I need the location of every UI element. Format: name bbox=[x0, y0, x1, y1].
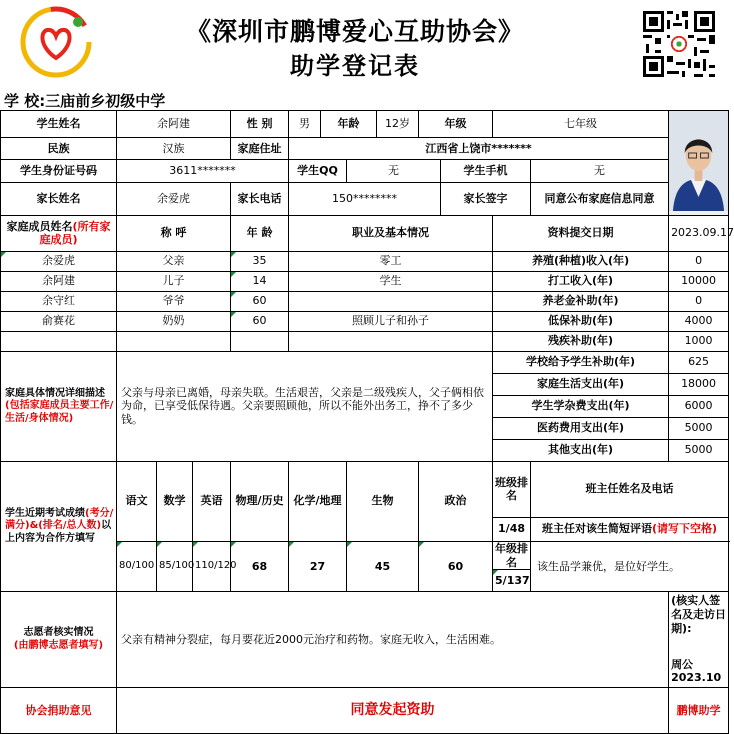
id-number-value: 3611******* bbox=[117, 160, 289, 183]
student-phone-label: 学生手机 bbox=[441, 160, 531, 183]
score-value: 60 bbox=[419, 541, 493, 592]
finance-label: 打工收入(年) bbox=[493, 271, 669, 291]
finance-label: 学校给予学生补助(年) bbox=[493, 351, 669, 373]
member-age: 60 bbox=[231, 291, 289, 311]
association-logo-icon bbox=[20, 6, 92, 78]
member-job: 照顾儿子和孙子 bbox=[289, 311, 493, 331]
subject-header: 英语 bbox=[193, 461, 231, 541]
address-value: 江西省上饶市******* bbox=[289, 137, 669, 160]
address-label: 家庭住址 bbox=[231, 137, 289, 160]
registration-form bbox=[0, 110, 734, 734]
family-age-header: 年 龄 bbox=[231, 215, 289, 251]
qq-label: 学生QQ bbox=[289, 160, 347, 183]
score-value: 85/100 bbox=[157, 541, 193, 592]
age-label: 年龄 bbox=[321, 111, 377, 138]
comment-label: 班主任对该生简短评语(请写下空格) bbox=[531, 517, 729, 541]
finance-value: 4000 bbox=[669, 311, 729, 331]
situation-text: 父亲与母亲已离婚，母亲失联。生活艰苦，父亲是二级残疾人，父子俩相依为命，已享受低保待遇。父亲要照顾他，所以不能外出务工，挣不了多少钱。 bbox=[117, 351, 493, 461]
grade-rank-label: 年级排名 bbox=[493, 541, 531, 570]
parent-sign-label: 家长签字 bbox=[441, 182, 531, 215]
parent-phone-label: 家长电话 bbox=[231, 182, 289, 215]
finance-value: 5000 bbox=[669, 439, 729, 461]
verifier-value: 周公 2023.10 bbox=[671, 657, 722, 685]
volunteer-label: 志愿者核实情况 (由鹏博志愿者填写) bbox=[1, 592, 117, 688]
parent-phone-value: 150******** bbox=[289, 182, 441, 215]
finance-label: 家庭生活支出(年) bbox=[493, 373, 669, 395]
subject-header: 语文 bbox=[117, 461, 157, 541]
teacher-comment: 该生品学兼优，是位好学生。 bbox=[531, 541, 729, 592]
student-name-value: 余阿建 bbox=[117, 111, 231, 138]
submit-date-value: 2023.09.17 bbox=[669, 215, 729, 251]
finance-label: 养老金补助(年) bbox=[493, 291, 669, 311]
member-title: 父亲 bbox=[117, 251, 231, 271]
score-value: 68 bbox=[231, 541, 289, 592]
parent-name-label: 家长姓名 bbox=[1, 182, 117, 215]
finance-value: 10000 bbox=[669, 271, 729, 291]
member-age bbox=[231, 331, 289, 351]
submit-date-label: 资料提交日期 bbox=[493, 215, 669, 251]
form-subtitle: 助学登记表 bbox=[290, 51, 420, 80]
age-value: 12岁 bbox=[377, 111, 419, 138]
qr-code-icon bbox=[640, 8, 718, 80]
ethnicity-value: 汉族 bbox=[117, 137, 231, 160]
member-age: 14 bbox=[231, 271, 289, 291]
member-job: 零工 bbox=[289, 251, 493, 271]
member-title: 儿子 bbox=[117, 271, 231, 291]
member-age: 60 bbox=[231, 311, 289, 331]
gender-label: 性 别 bbox=[231, 111, 289, 138]
score-value: 110/120 bbox=[193, 541, 231, 592]
score-value: 45 bbox=[347, 541, 419, 592]
volunteer-text: 父亲有精神分裂症，每月要花近2000元治疗和药物。家庭无收入，生活困难。 bbox=[117, 592, 669, 688]
form-header bbox=[0, 0, 728, 88]
student-phone-value: 无 bbox=[531, 160, 669, 183]
verifier-cell bbox=[669, 592, 729, 688]
class-rank-label: 班级排名 bbox=[493, 461, 531, 517]
subject-header: 物理/历史 bbox=[231, 461, 289, 541]
consent-label: 同意公布家庭信息同意 bbox=[531, 182, 669, 215]
member-age: 35 bbox=[231, 251, 289, 271]
finance-label: 医药费用支出(年) bbox=[493, 417, 669, 439]
gender-value: 男 bbox=[289, 111, 321, 138]
subject-header: 数学 bbox=[157, 461, 193, 541]
finance-label: 残疾补助(年) bbox=[493, 331, 669, 351]
subject-header: 生物 bbox=[347, 461, 419, 541]
member-job: 学生 bbox=[289, 271, 493, 291]
class-rank-value: 1/48 bbox=[493, 517, 531, 541]
student-photo bbox=[669, 111, 729, 216]
grades-label: 学生近期考试成绩(考分/满分)&(排名/总人数)以上内容为合作方填写 bbox=[1, 461, 117, 592]
grade-rank-value: 5/137 bbox=[493, 570, 531, 592]
footer-opinion-label: 协会捐助意见 bbox=[1, 688, 117, 734]
family-job-header: 职业及基本情况 bbox=[289, 215, 493, 251]
footer-opinion: 同意发起资助 bbox=[117, 688, 669, 734]
member-title: 爷爷 bbox=[117, 291, 231, 311]
member-title: 奶奶 bbox=[117, 311, 231, 331]
finance-value: 625 bbox=[669, 351, 729, 373]
member-name: 俞赛花 bbox=[1, 311, 117, 331]
score-value: 80/100 bbox=[117, 541, 157, 592]
subject-header: 化学/地理 bbox=[289, 461, 347, 541]
member-name bbox=[1, 331, 117, 351]
family-title-header: 称 呼 bbox=[117, 215, 231, 251]
member-name: 余守红 bbox=[1, 291, 117, 311]
student-name-label: 学生姓名 bbox=[1, 111, 117, 138]
school-name: 学 校:三庙前乡初级中学 bbox=[4, 92, 166, 110]
family-header: 家庭成员姓名(所有家庭成员) bbox=[1, 215, 117, 251]
score-value: 27 bbox=[289, 541, 347, 592]
finance-value: 18000 bbox=[669, 373, 729, 395]
situation-label: 家庭具体情况详细描述(包括家庭成员主要工作/生活/身体情况) bbox=[1, 351, 117, 461]
qq-value: 无 bbox=[347, 160, 441, 183]
form-title: 《深圳市鹏博爱心互助协会》 bbox=[185, 17, 524, 46]
finance-label: 低保补助(年) bbox=[493, 311, 669, 331]
member-name: 余爱虎 bbox=[1, 251, 117, 271]
verifier-label: (核实人签名及走访日期): bbox=[671, 594, 727, 635]
member-name: 余阿建 bbox=[1, 271, 117, 291]
grade-label: 年级 bbox=[419, 111, 493, 138]
finance-value: 6000 bbox=[669, 395, 729, 417]
finance-value: 1000 bbox=[669, 331, 729, 351]
member-job bbox=[289, 291, 493, 311]
footer-brand: 鹏博助学 bbox=[669, 688, 729, 734]
subject-header: 政治 bbox=[419, 461, 493, 541]
id-number-label: 学生身份证号码 bbox=[1, 160, 117, 183]
member-title bbox=[117, 331, 231, 351]
member-job bbox=[289, 331, 493, 351]
finance-label: 养殖(种植)收入(年) bbox=[493, 251, 669, 271]
finance-label: 学生学杂费支出(年) bbox=[493, 395, 669, 417]
finance-value: 5000 bbox=[669, 417, 729, 439]
grade-value: 七年级 bbox=[493, 111, 669, 138]
finance-value: 0 bbox=[669, 251, 729, 271]
teacher-label: 班主任姓名及电话 bbox=[531, 461, 729, 517]
finance-label: 其他支出(年) bbox=[493, 439, 669, 461]
finance-value: 0 bbox=[669, 291, 729, 311]
parent-name-value: 余爱虎 bbox=[117, 182, 231, 215]
ethnicity-label: 民族 bbox=[1, 137, 117, 160]
